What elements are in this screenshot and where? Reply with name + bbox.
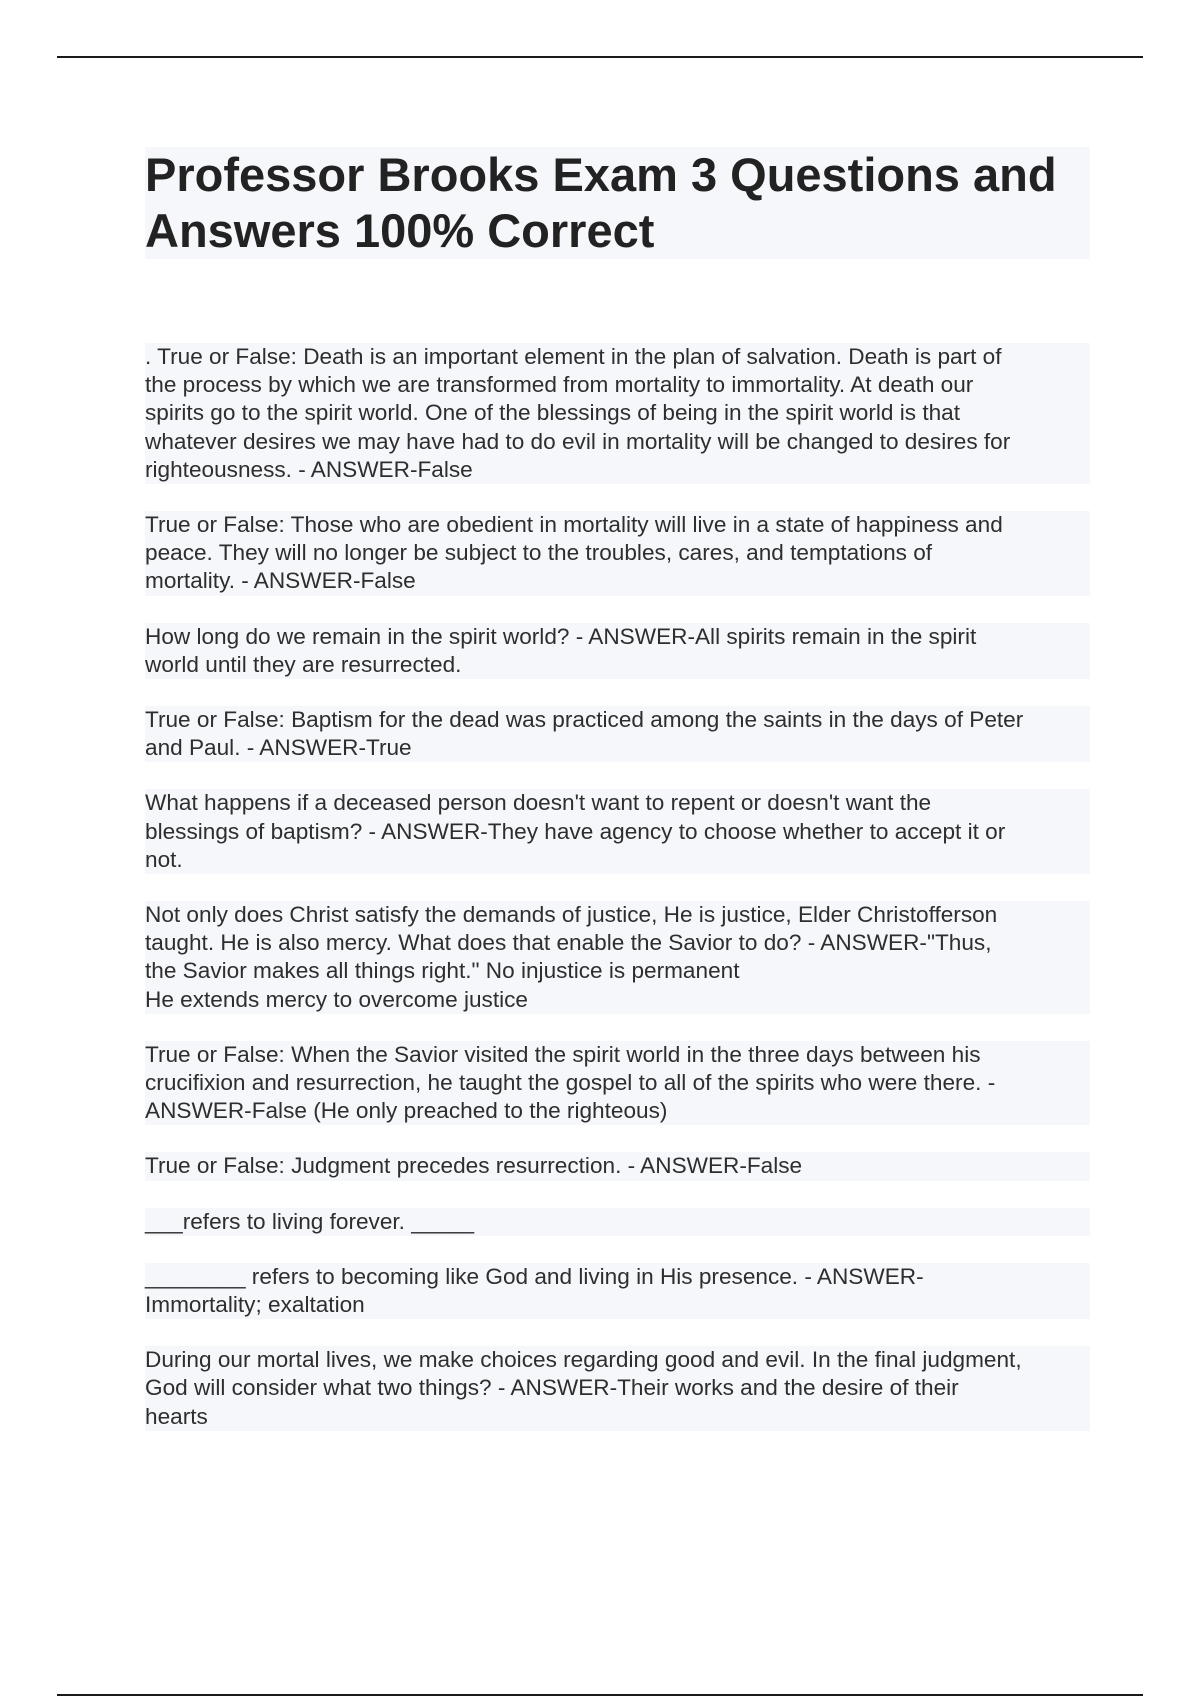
qa-line: spirits go to the spirit world. One of the blessings of being in the spirit world is that [145,399,1090,427]
qa-line: God will consider what two things? - ANSWER-Their works and the desire of their [145,1374,1090,1402]
document-title [145,147,1090,259]
qa-line: True or False: When the Savior visited the spirit world in the three days between his [145,1041,1090,1069]
qa-line: peace. They will no longer be subject to the troubles, cares, and temptations of [145,539,1090,567]
qa-line: He extends mercy to overcome justice [145,986,1090,1014]
qa-line: crucifixion and resurrection, he taught the gospel to all of the spirits who were there. - [145,1069,1090,1097]
document-body [145,147,1090,1458]
title-line: Answers 100% Correct [145,204,655,257]
qa-item [145,1346,1090,1431]
qa-line: True or False: Judgment precedes resurrection. - ANSWER-False [145,1152,1090,1180]
qa-line: During our mortal lives, we make choices regarding good and evil. In the final judgment, [145,1346,1090,1374]
qa-item [145,789,1090,874]
qa-line: world until they are resurrected. [145,651,1090,679]
qa-line: . True or False: Death is an important element in the plan of salvation. Death is part of [145,343,1090,371]
qa-line: the process by which we are transformed from mortality to immortality. At death our [145,371,1090,399]
qa-item [145,343,1090,484]
qa-item [145,901,1090,1014]
qa-line: Immortality; exaltation [145,1291,1090,1319]
qa-line: True or False: Baptism for the dead was practiced among the saints in the days of Peter [145,706,1090,734]
qa-line: ________ refers to becoming like God and living in His presence. - ANSWER- [145,1263,1090,1291]
qa-line: ___refers to living forever. _____ [145,1208,1090,1236]
top-rule [57,56,1143,58]
qa-line: How long do we remain in the spirit world? - ANSWER-All spirits remain in the spirit [145,623,1090,651]
title-line: Professor Brooks Exam 3 Questions and [145,148,1057,201]
qa-line: mortality. - ANSWER-False [145,567,1090,595]
qa-item [145,1152,1090,1180]
qa-line: Not only does Christ satisfy the demands of justice, He is justice, Elder Christofferson [145,901,1090,929]
qa-item [145,1208,1090,1236]
qa-line: ANSWER-False (He only preached to the righteous) [145,1097,1090,1125]
qa-item [145,706,1090,762]
bottom-rule [57,1694,1143,1696]
qa-line: righteousness. - ANSWER-False [145,456,1090,484]
qa-line: the Savior makes all things right." No injustice is permanent [145,957,1090,985]
qa-list [145,343,1090,1431]
qa-item [145,511,1090,596]
qa-line: whatever desires we may have had to do evil in mortality will be changed to desires for [145,428,1090,456]
qa-line: True or False: Those who are obedient in mortality will live in a state of happiness and [145,511,1090,539]
qa-line: hearts [145,1403,1090,1431]
qa-line: What happens if a deceased person doesn't want to repent or doesn't want the [145,789,1090,817]
qa-line: and Paul. - ANSWER-True [145,734,1090,762]
qa-line: not. [145,846,1090,874]
qa-line: blessings of baptism? - ANSWER-They have agency to choose whether to accept it or [145,818,1090,846]
qa-item [145,1263,1090,1319]
qa-line: taught. He is also mercy. What does that enable the Savior to do? - ANSWER-"Thus, [145,929,1090,957]
qa-item [145,623,1090,679]
qa-item [145,1041,1090,1126]
